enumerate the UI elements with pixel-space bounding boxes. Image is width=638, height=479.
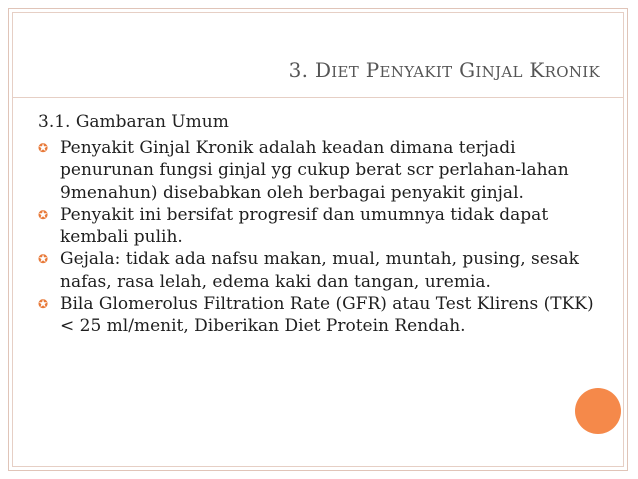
title-word-diet: DIET — [314, 58, 360, 82]
title-number: 3. — [288, 58, 315, 82]
bullet-icon: ✪ — [38, 141, 49, 155]
bullet-text: Penyakit ini bersifat progresif dan umumnya tidak dapat kembali pulih. — [60, 204, 549, 248]
bullet-icon: ✪ — [38, 252, 49, 267]
bullet-text: Gejala: tidak ada nafsu makan, mual, muntah, pusing, sesak nafas, rasa lelah, edema kaki dan tangan, uremia. — [60, 249, 579, 292]
title-word-penyakit: PENYAKIT — [365, 58, 453, 82]
bullet-item — [38, 248, 598, 293]
bullet-list — [38, 137, 598, 338]
section-subheading: 3.1. Gambaran Umum — [38, 112, 229, 132]
bullet-item — [38, 137, 598, 204]
bullet-icon: ✪ — [38, 297, 49, 312]
bullet-text: Bila Glomerolus Filtration Rate (GFR) atau Test Klirens (TKK) < 25 ml/menit, Diberikan Diet Protein Rendah. — [60, 294, 594, 337]
title-word-ginjal: GINJAL — [459, 58, 523, 82]
bullet-item — [38, 204, 598, 249]
bullet-icon: ✪ — [38, 207, 49, 222]
title-word-kronik: KRONIK — [529, 58, 600, 82]
bullet-item — [38, 293, 598, 338]
bullet-text: Penyakit Ginjal Kronik adalah keadan dimana terjadi penurunan fungsi ginjal yg cukup berat scr perlahan-lahan 9menahun) disebabkan oleh berbagai penyakit ginjal. — [60, 138, 569, 203]
title-divider — [12, 97, 624, 98]
accent-circle — [575, 388, 621, 434]
slide-title — [0, 58, 600, 82]
